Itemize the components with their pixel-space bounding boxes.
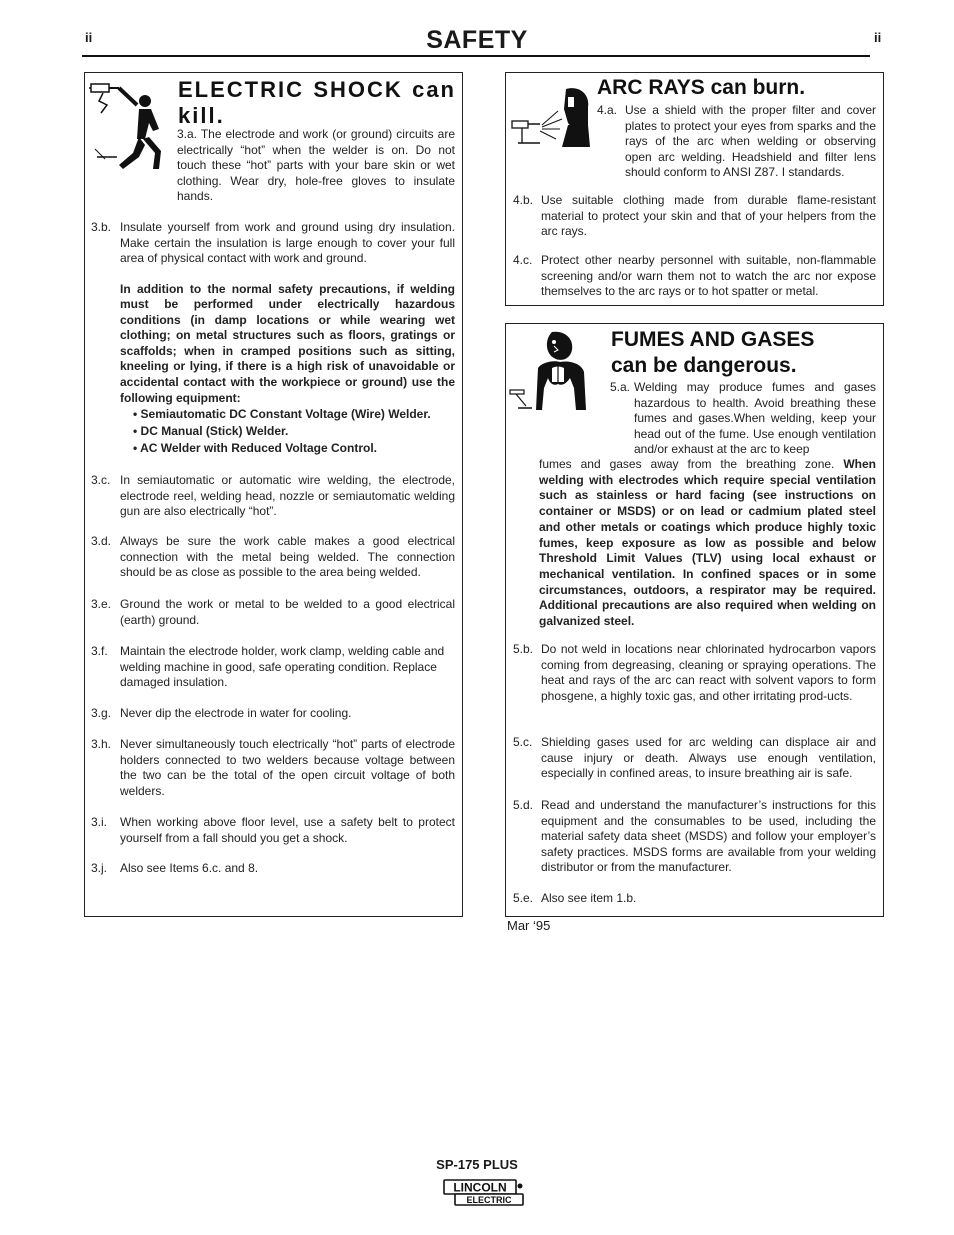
item-text: Always be sure the work cable makes a good electrical connection with the metal being welded. The connection should be as close as possible to the area being welded. [120, 534, 455, 579]
item-5e [513, 891, 876, 907]
item-text: The electrode and work (or ground) circuits are electrically “hot” when the welder is on. Do not touch these “hot” parts with your bare skin or wet clothing. Wear dry, hole-free gloves to insulate hands. [177, 127, 455, 203]
item-number: 3.f. [91, 644, 108, 658]
item-3c [91, 473, 455, 520]
item-number: 3.e. [91, 597, 112, 611]
item-4b [513, 193, 876, 240]
item-number: 5.d. [513, 798, 534, 812]
item-3a [149, 127, 455, 205]
item-5a-lead [610, 380, 876, 458]
fumes-gases-section [505, 323, 884, 917]
item-text: Also see Items 6.c. and 8. [120, 861, 259, 875]
item-number: 5.a. [610, 380, 631, 394]
item-3b [91, 220, 455, 457]
item-number: 3.c. [91, 473, 111, 487]
logo-top-text: LINCOLN [453, 1180, 507, 1195]
item-text: Read and understand the manufacturer’s instructions for this equipment and the consumables to be used, including the material safety data sheet (MSDS) and follow your employer’s safety practices. MSDS forms are available from your welding distributor or from the manufacturer. [541, 798, 876, 874]
item-number: 3.h. [91, 737, 112, 751]
item-number: 5.e. [513, 891, 534, 905]
item-text: Also see item 1.b. [541, 891, 637, 905]
item-3i [91, 815, 455, 846]
model-name: SP-175 PLUS [436, 1157, 518, 1172]
arc-rays-heading: ARC RAYS can burn. [597, 76, 806, 99]
item-text: Welding may produce fumes and gases hazardous to health. Avoid breathing these fumes and gases.When welding, keep your head out of the fume. Use enough ventilation and/or exhaust at the arc to keep [634, 380, 876, 456]
item-text: Never dip the electrode in water for cooling. [120, 706, 352, 720]
item-text: fumes and gases away from the breathing zone. [539, 457, 835, 471]
item-number: 5.c. [513, 735, 533, 749]
item-text: Do not weld in locations near chlorinated hydrocarbon vapors coming from degreasing, cleaning or spraying operations. The heat and rays of the arc can react with solvent vapors to form phosgene, a highly toxic gas, and other irritating prod-ucts. [541, 642, 876, 703]
equipment-bullet: • Semiautomatic DC Constant Voltage (Wire) Welder. [133, 407, 431, 422]
fumes-heading-line2: can be dangerous. [611, 354, 797, 377]
item-3g [91, 706, 455, 722]
fumes-breathing-person-icon [508, 330, 596, 414]
item-number: 3.a. [177, 127, 198, 141]
item-text: Use suitable clothing made from durable flame-resistant material to protect your skin and that of your helpers from the arc rays. [541, 193, 876, 238]
item-5c [513, 735, 876, 782]
fumes-gases-heading [611, 327, 871, 379]
item-5a-body [539, 457, 876, 630]
arc-rays-section [505, 72, 884, 306]
item-number: 4.c. [513, 253, 533, 267]
item-text: Protect other nearby personnel with suitable, non-flammable screening and/or warn them not to watch the arc nor expose themselves to the arc rays or to hot spatter or metal. [541, 253, 876, 298]
title-rule [82, 55, 870, 57]
item-3h [91, 737, 455, 799]
item-4a [597, 103, 876, 181]
item-3f [91, 644, 455, 691]
fumes-heading-line1: FUMES AND GASES [611, 328, 815, 351]
electric-shock-section [84, 72, 463, 917]
revision-date: Mar ‘95 [507, 918, 551, 933]
page-number-left: ii [85, 30, 93, 45]
item-bold-text: When welding with electrodes which require special ventilation such as stainless or hard facing (see instructions on container or MSDS) or on lead or cadmium plated steel and other metals or coatings which produce highly toxic fumes, keep exposure as low as possible and below Threshold Limit Values (TLV) using local exhaust or mechanical ventilation. In confined spaces or in some circumstances, outdoors, a respirator may be required. Additional precautions are also required when welding on galvanized steel. [539, 457, 876, 629]
item-number: 3.j. [91, 861, 108, 875]
page-number-right: ii [874, 30, 882, 45]
item-text: Maintain the electrode holder, work clamp, welding cable and welding machine in good, safe operating condition. Replace damaged insulation. [120, 644, 445, 689]
item-text: Use a shield with the proper filter and cover plates to protect your eyes from sparks and the rays of the arc when welding or observing open arc welding. Headshield and filter lens should conform to ANSI Z87. I standards. [625, 103, 876, 179]
item-number: 4.a. [597, 103, 618, 117]
item-number: 3.g. [91, 706, 112, 720]
equipment-bullet: • DC Manual (Stick) Welder. [133, 424, 289, 439]
item-5b [513, 642, 876, 704]
item-3d [91, 534, 455, 581]
item-bold-text: In addition to the normal safety precautions, if welding must be performed under electrically hazardous conditions (in damp locations or while wearing wet clothing; on metal structures such as floors, gratings or scaffolds; when in cramped positions such as sitting, kneeling or lying, if there is a high risk of unavoidable or accidental contact with the workpiece or ground) use the following equipment: [120, 281, 455, 405]
item-text: In semiautomatic or automatic wire welding, the electrode, electrode reel, welding head, nozzle or semiautomatic welding gun are also electrically “hot”. [120, 473, 455, 518]
item-number: 3.d. [91, 534, 112, 548]
item-text: Never simultaneously touch electrically “hot” parts of electrode holders connected to two welders because voltage between the two can be the total of the open circuit voltage of both welders. [120, 737, 455, 798]
item-number: 3.b. [91, 220, 112, 234]
page-title: SAFETY [426, 26, 528, 54]
item-number: 4.b. [513, 193, 534, 207]
item-4c [513, 253, 876, 300]
logo-bottom-text: ELECTRIC [466, 1195, 512, 1205]
item-text: Ground the work or metal to be welded to a good electrical (earth) ground. [120, 597, 455, 627]
equipment-bullet: • AC Welder with Reduced Voltage Control. [133, 441, 377, 456]
item-number: 3.i. [91, 815, 108, 829]
welding-arc-shield-icon [510, 85, 590, 147]
item-3j [91, 861, 455, 877]
item-5d [513, 798, 876, 876]
lincoln-electric-logo-icon [443, 1179, 525, 1207]
item-text: Insulate yourself from work and ground using dry insulation. Make certain the insulation is large enough to cover your full area of physical contact with work and ground. [120, 220, 455, 265]
item-text: When working above floor level, use a safety belt to protect yourself from a fall should you get a shock. [120, 815, 455, 845]
electric-shock-heading: ELECTRIC SHOCK can kill. [178, 77, 456, 128]
item-3e [91, 597, 455, 628]
item-text: Shielding gases used for arc welding can displace air and cause injury or death. Always use enough ventilation, especially in confined areas, to insure breathing air is safe. [541, 735, 876, 780]
item-number: 5.b. [513, 642, 534, 656]
